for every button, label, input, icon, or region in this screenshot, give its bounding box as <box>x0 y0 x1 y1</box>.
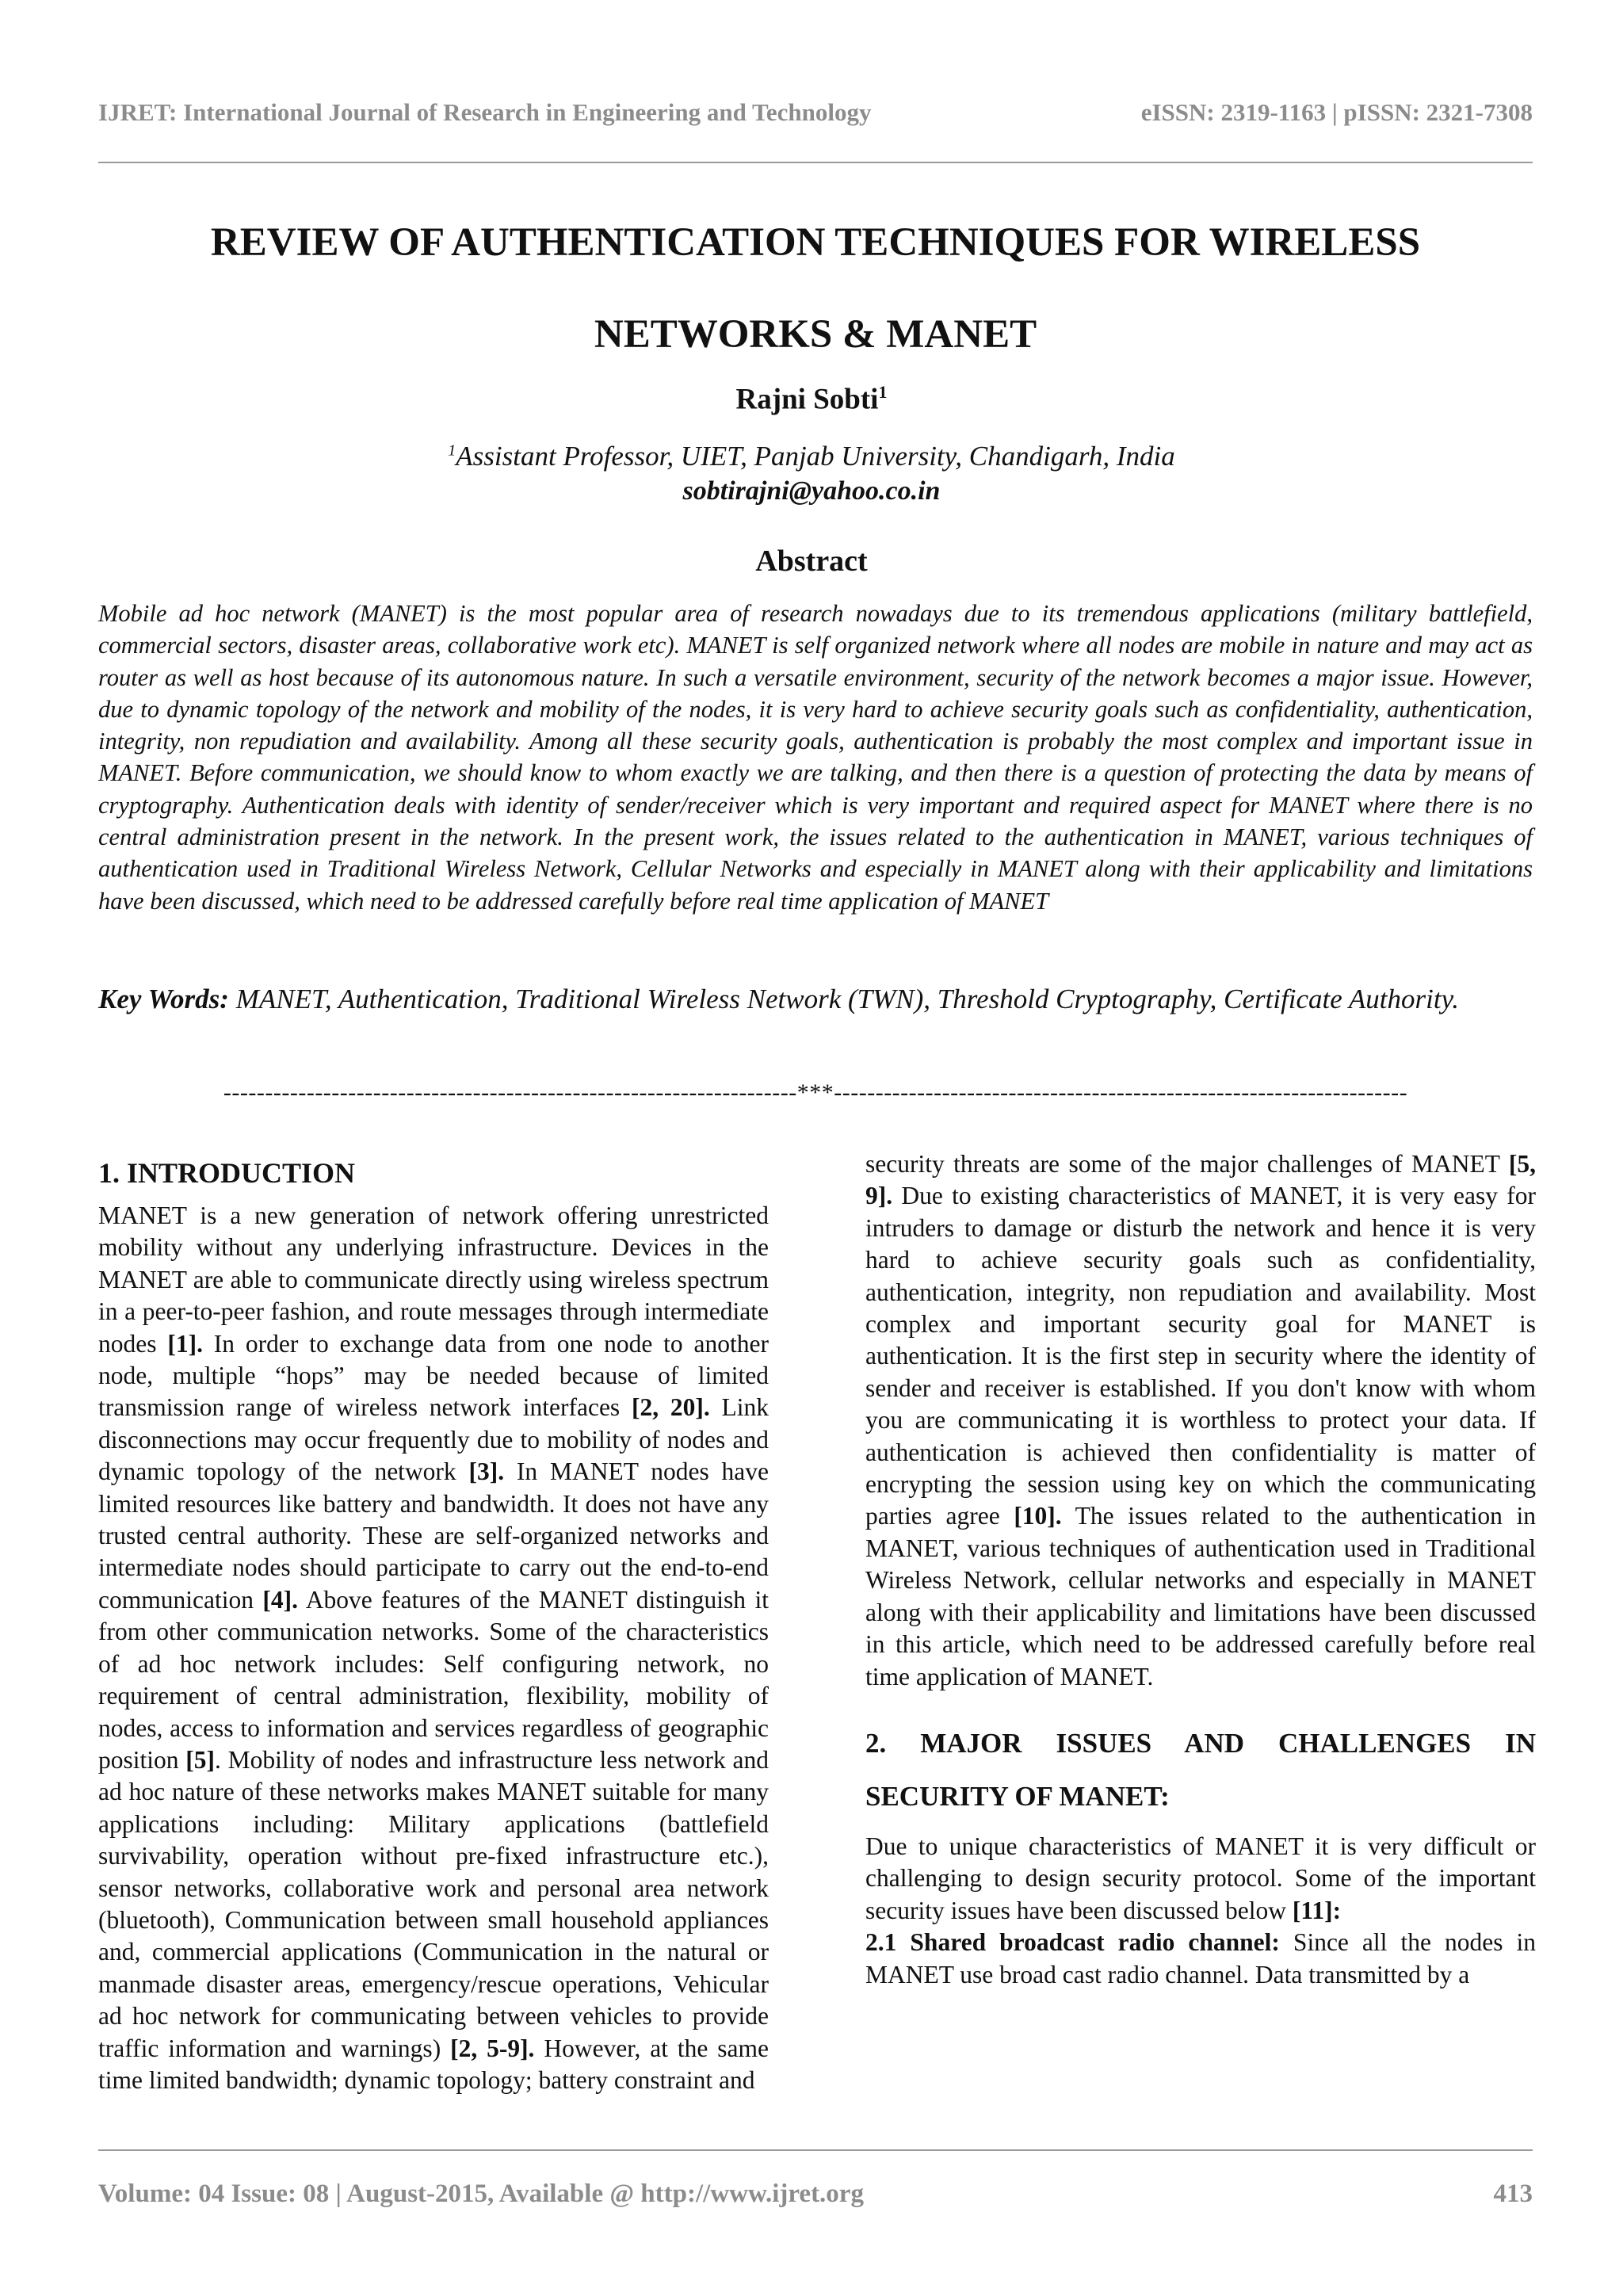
affiliation-text: Assistant Professor, UIET, Panjab University, Chandigarh, India <box>456 441 1175 472</box>
keywords <box>98 973 1533 1025</box>
footer-rule <box>98 2149 1533 2151</box>
author-mark: 1 <box>878 382 888 402</box>
column-left <box>98 1157 769 2096</box>
section2-paragraph: Due to unique characteristics of MANET it is very difficult or challenging to design security protocol. Some of the important security issues have been discussed below [11]: <box>865 1832 1536 1924</box>
author-name: Rajni Sobti <box>735 383 879 416</box>
keywords-label: Key Words: <box>98 984 229 1014</box>
affiliation-mark: 1 <box>448 441 456 460</box>
volume-info: Volume: 04 Issue: 08 | August-2015, Available @ http://www.ijret.org <box>98 2179 864 2208</box>
section2-heading: 2. MAJOR ISSUES AND CHALLENGES IN SECURITY OF MANET: <box>865 1727 1536 1812</box>
affiliation <box>0 441 1623 472</box>
journal-name: IJRET: International Journal of Research in Engineering and Technology <box>98 98 872 126</box>
subsection-2-1-heading: 2.1 Shared broadcast radio channel: <box>865 1928 1280 1957</box>
intro-paragraph-continued: security threats are some of the major challenges of MANET [5, 9]. Due to existing characteristics of MANET, it is very easy for intruders to damage or disturb the network and hence it is very hard to achieve security goals such as confidentiality, authentication, integrity, non repudiation and availability. Most complex and important security goal for MANET is authentication. It is the first step in security where the identity of sender and receiver is established. If you don't know with whom you are communicating it is worthless to protect your data. If authentication is achieved then confidentiality is matter of encrypting the session using key on which the communicating parties agree [10]. The issues related to the authentication in MANET, various techniques of authentication used in Traditional Wireless Network, cellular networks and especially in MANET along with their applicability and limitations have been discussed in this article, which need to be addressed carefully before real time application of MANET. <box>865 1150 1536 1690</box>
page-number: 413 <box>1493 2179 1533 2208</box>
author <box>0 382 1623 416</box>
paper-title: REVIEW OF AUTHENTICATION TECHNIQUES FOR WIRELESS NETWORKS & MANET <box>210 220 1421 357</box>
intro-heading: 1. INTRODUCTION <box>98 1157 356 1189</box>
issn: eISSN: 2319-1163 | pISSN: 2321-7308 <box>1140 98 1533 126</box>
header-rule <box>98 162 1533 163</box>
abstract-heading: Abstract <box>755 544 868 578</box>
subsection-2-1: 2.1 Shared broadcast radio channel: Since all the nodes in MANET use broad cast radio channel. Data transmitted by a <box>865 1928 1536 1988</box>
running-header <box>98 98 1533 130</box>
intro-paragraph: MANET is a new generation of network offering unrestricted mobility without any underlying infrastructure. Devices in the MANET are able to communicate directly using wireless spectrum in a peer-to-peer fashion, and route messages through intermediate nodes [1]. In order to exchange data from one node to another node, multiple “hops” may be needed because of limited transmission range of wireless network interfaces [2, 20]. Link disconnections may occur frequently due to mobility of nodes and dynamic topology of the network [3]. In MANET nodes have limited resources like battery and bandwidth. It does not have any trusted central authority. These are self-organized networks and intermediate nodes should participate to carry out the end-to-end communication [4]. Above features of the MANET distinguish it from other communication networks. Some of the characteristics of ad hoc network includes: Self configuring network, no requirement of central administration, flexibility, mobility of nodes, access to information and services regardless of geographic position [5]. Mobility of nodes and infrastructure less network and ad hoc nature of these networks makes MANET suitable for many applications including: Military applications (battlefield survivability, operation without pre-fixed infrastructure etc.), sensor networks, collaborative work and personal area network (bluetooth), Communication between small household appliances and, commercial applications (Communication in the natural or manmade disaster areas, emergency/rescue operations, Vehicular ad hoc network for communicating between vehicles to provide traffic information and warnings) [2, 5-9]. However, at the same time limited bandwidth; dynamic topology; battery constraint and <box>98 1201 769 2094</box>
author-email: sobtirajni@yahoo.co.in <box>682 476 941 506</box>
column-right <box>865 1148 1536 1991</box>
abstract-text: Mobile ad hoc network (MANET) is the most popular area of research nowadays due to its tremendous applications (military battlefield, commercial sectors, disaster areas, collaborative work etc). MANET is self organized network where all nodes are mobile in nature and may act as router as well as host because of its autonomous nature. In such a versatile environment, security of the network becomes a major issue. However, due to dynamic topology of the network and mobility of the nodes, it is very hard to achieve security goals such as confidentiality, authentication, integrity, non repudiation and availability. Among all these security goals, authentication is probably the most complex and important issue in MANET. Before communication, we should know to whom exactly we are talking, and then there is a question of protecting the data by means of cryptography. Authentication deals with identity of sender/receiver which is very important and required aspect for MANET where there is no central administration present in the network. In the present work, the issues related to the authentication in MANET, various techniques of authentication used in Traditional Wireless Network, Cellular Networks and especially in MANET along with their applicability and limitations have been discussed, which need to be addressed carefully before real time application of MANET <box>98 600 1533 915</box>
keywords-text: MANET, Authentication, Traditional Wireless Network (TWN), Threshold Cryptography, Certificate Authority. <box>235 984 1459 1014</box>
separator: ---------------------------------------------------------------------***--------------------------------------------------------------------- <box>223 1079 1408 1106</box>
